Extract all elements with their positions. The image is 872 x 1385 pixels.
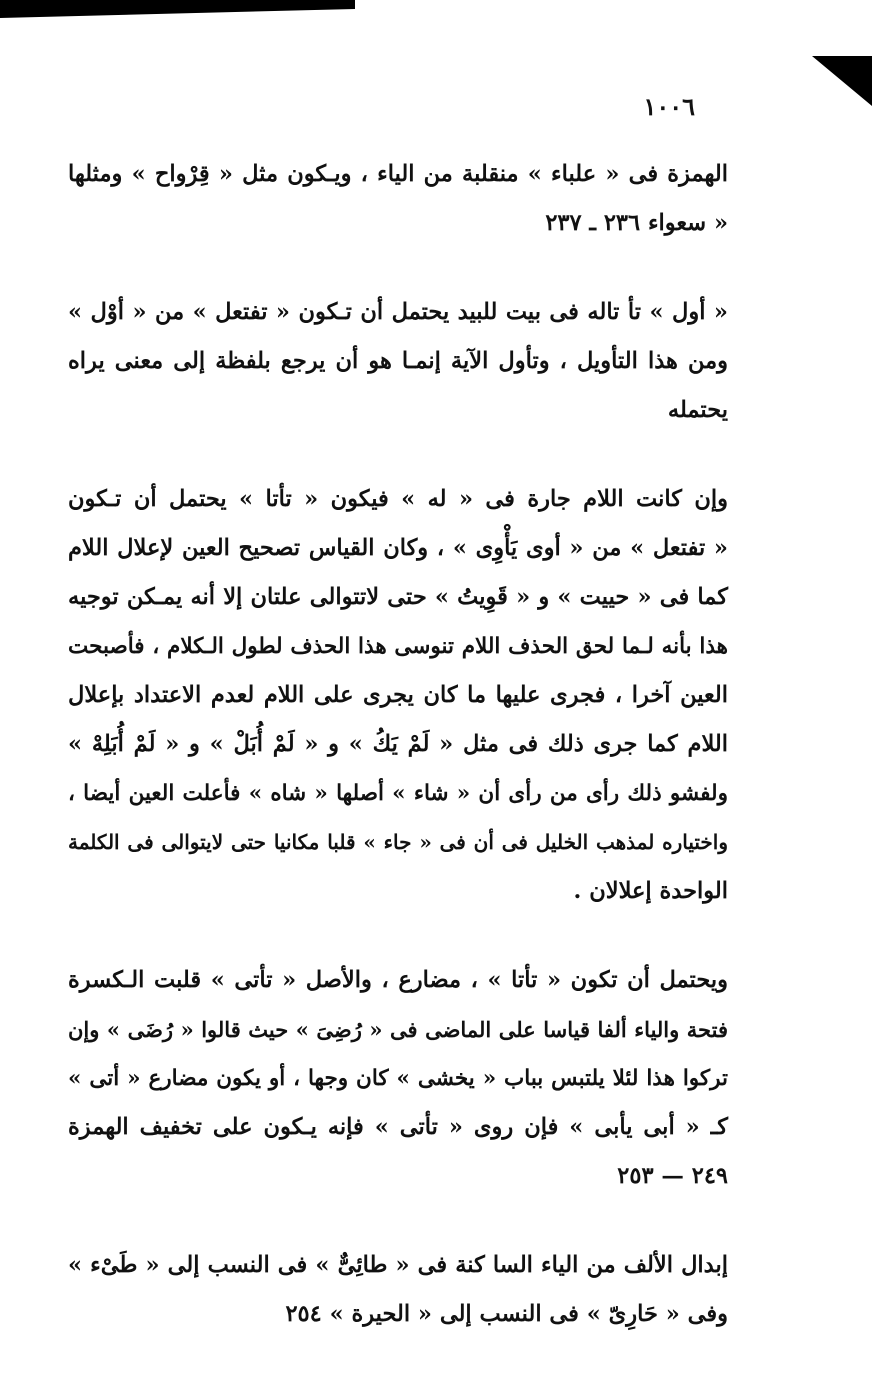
text-line: العين آخرا ، فجرى عليها ما كان يجرى على اللام لعدم الاعتداد بإعلال — [68, 682, 728, 708]
text-line: هذا بأنه لـما لحق الحذف اللام تنوسى هذا الحذف لطول الـكلام ، فأصبحت — [68, 634, 728, 659]
text-line: ولفشو ذلك رأى من رأى أن « شاء » أصلها « شاه » فأعلت العين أيضا ، — [68, 781, 728, 806]
paragraph-1 — [68, 150, 728, 248]
text-line: فتحة والياء ألفا قياسا على الماضى فى « رُضِىَ » حيث قالوا « رُضَى » وإن — [68, 1017, 728, 1042]
text-line: وإن كانت اللام جارة فى « له » فيكون « تأتا » يحتمل أن تـكون — [68, 486, 728, 512]
text-line: « سعواء ٢٣٦ ـ ٢٣٧ — [545, 210, 728, 236]
text-line: اللام كما جرى ذلك فى مثل « لَمْ يَكُ » و « لَمْ أُبَلْ » و « لَمْ أُبَلِهْ » — [68, 731, 728, 757]
scan-edge-top — [0, 0, 355, 18]
text-line: « أول » تأ تاله فى بيت للبيد يحتمل أن تـكون « تفتعل » من « أوْل » — [68, 299, 728, 325]
page-body — [68, 150, 728, 1357]
text-line: كـ « أبى يأبى » فإن روى « تأتى » فإنه يـكون على تخفيف الهمزة — [68, 1114, 728, 1140]
paragraph-2 — [68, 288, 728, 435]
page-number: ١٠٠٦ — [643, 92, 695, 121]
text-line: كما فى « حييت » و « قَوِيتُ » حتى لاتتوالى علتان إلا أنه يمـكن توجيه — [68, 584, 728, 610]
text-line: الهمزة فى « علباء » منقلبة من الياء ، ويـكون مثل « قِرْواح » ومثلها — [68, 161, 728, 187]
text-line: وفى « حَارِىّ » فى النسب إلى « الحيرة » ٢٥٤ — [285, 1301, 728, 1327]
paragraph-5 — [68, 1241, 728, 1339]
text-line: الواحدة إعلالان . — [573, 878, 728, 904]
text-line: « تفتعل » من « أوى يَأْوِى » ، وكان القياس تصحيح العين لإعلال اللام — [68, 535, 728, 561]
text-line: تركوا هذا لئلا يلتبس بباب « يخشى » كان وجها ، أو يكون مضارع « أتى » — [68, 1066, 728, 1091]
paragraph-3 — [68, 475, 728, 916]
paragraph-4 — [68, 956, 728, 1201]
scan-edge-corner — [812, 56, 872, 106]
text-line: ويحتمل أن تكون « تأتا » ، مضارع ، والأصل « تأتى » قلبت الـكسرة — [68, 967, 728, 993]
text-line: واختياره لمذهب الخليل فى أن فى « جاء » قلبا مكانيا حتى لايتوالى فى الكلمة — [68, 830, 728, 854]
text-line: يحتمله — [667, 397, 728, 423]
text-line: ومن هذا التأويل ، وتأول الآية إنمـا هو أن يرجع بلفظة إلى معنى يراه — [68, 348, 728, 374]
text-line: ٢٤٩ — ٢٥٣ — [617, 1163, 728, 1189]
text-line: إبدال الألف من الياء السا كنة فى « طائِىٌّ » فى النسب إلى « طَىْء » — [68, 1252, 728, 1278]
